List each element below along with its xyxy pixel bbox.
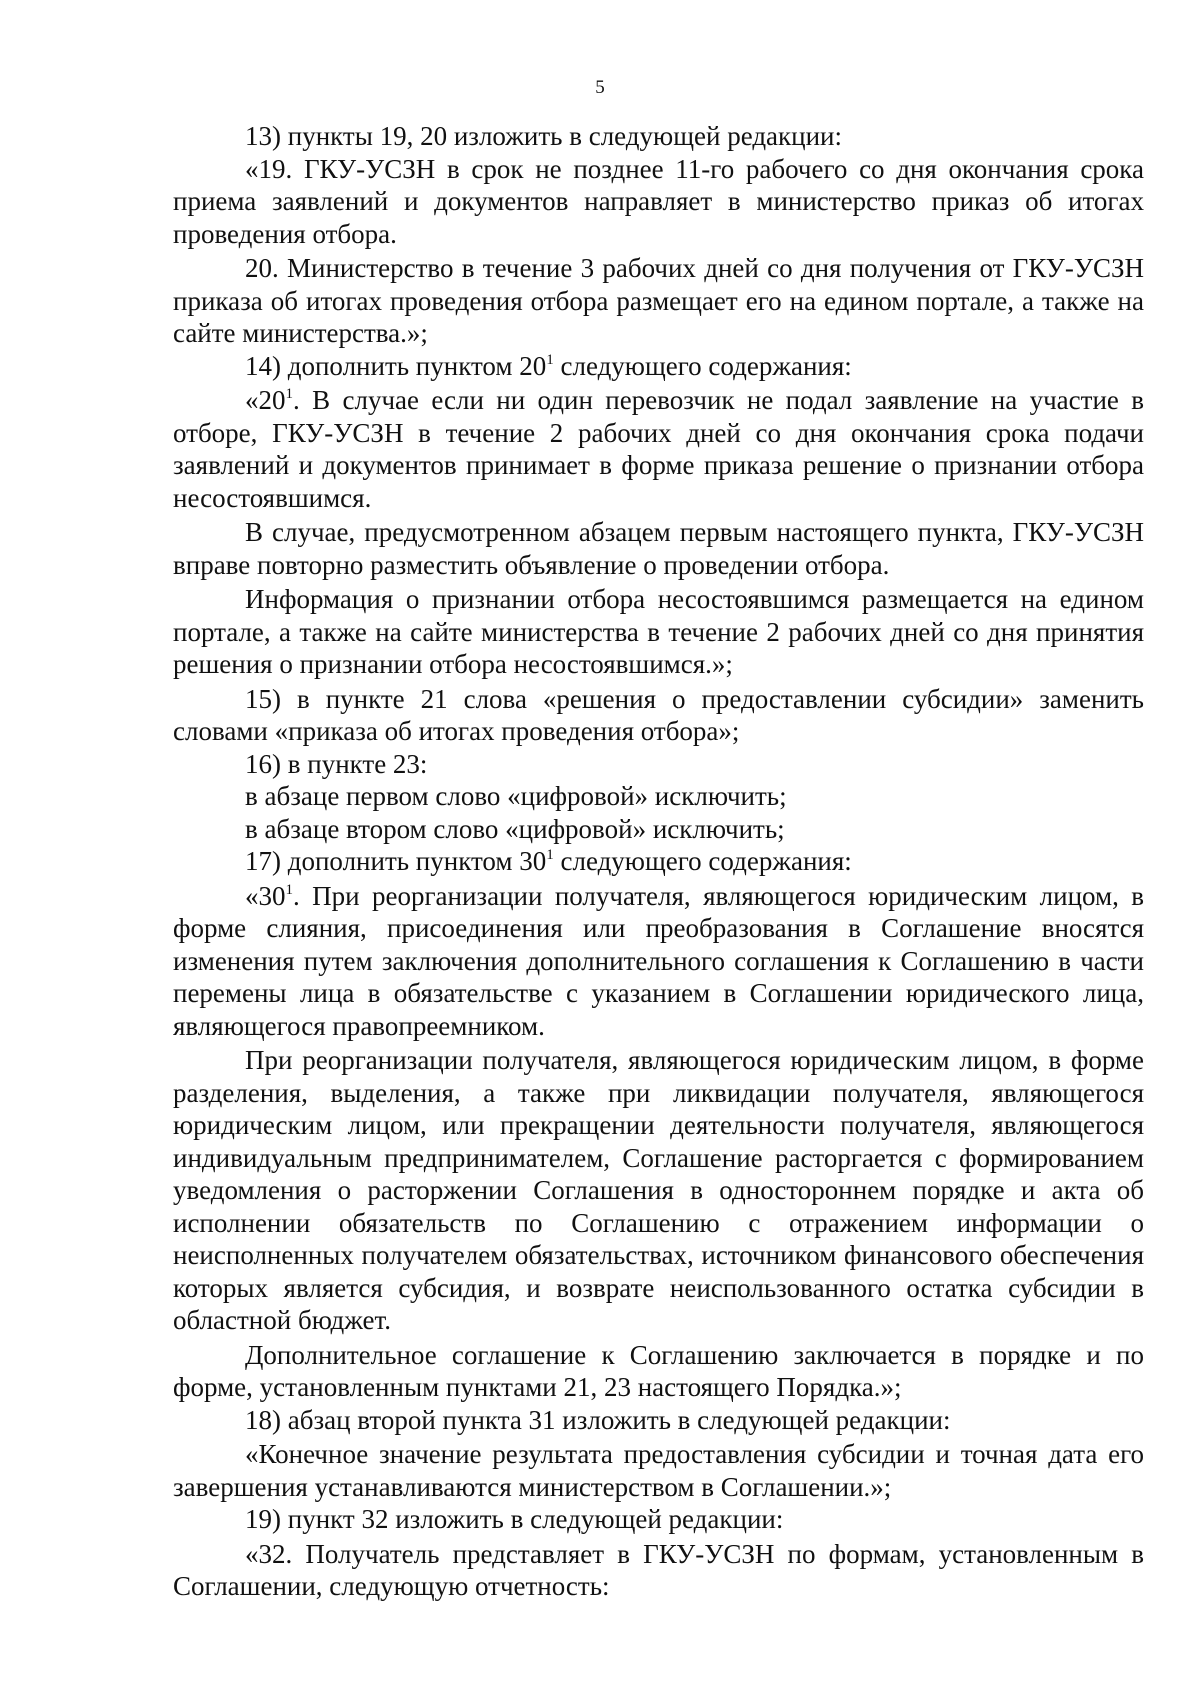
paragraph-item-16-second: в абзаце втором слово «цифровой» исключить; — [245, 813, 785, 844]
paragraph-item-18: 18) абзац второй пункта 31 изложить в следующей редакции: — [245, 1404, 951, 1435]
paragraph-point-20: 20. Министерство в течение 3 рабочих дней со дня получения от ГКУ-УСЗН приказа об итогах проведения отбора размещает его на едином портале, а также на сайте министерства.»; — [173, 253, 1144, 348]
paragraph-final-result: «Конечное значение результата предоставления субсидии и точная дата его завершения устанавливаются министерством в Соглашении.»; — [173, 1439, 1144, 1502]
paragraph-text: «30 — [245, 880, 286, 911]
paragraph-item-16: 16) в пункте 23: — [245, 748, 428, 779]
paragraph-repeat-announcement: В случае, предусмотренном абзацем первым настоящего пункта, ГКУ-УСЗН вправе повторно разместить объявление о проведении отбора. — [173, 517, 1144, 580]
paragraph-additional-agreement: Дополнительное соглашение к Соглашению заключается в порядке и по форме, установленным пунктами 21, 23 настоящего Порядка.»; — [173, 1339, 1144, 1402]
paragraph-text: 14) дополнить пунктом 20 — [245, 350, 547, 381]
paragraph-item-17 — [173, 845, 1144, 878]
superscript-index: 1 — [285, 386, 293, 402]
superscript-index: 1 — [546, 351, 554, 368]
paragraph-item-15: 15) в пункте 21 слова «решения о предоставлении субсидии» заменить словами «приказа об итогах проведения отбора»; — [173, 683, 1144, 746]
paragraph-text: 17) дополнить пунктом 30 — [245, 846, 547, 876]
paragraph-text: . В случае если ни один перевозчик не подал заявление на участие в отборе, ГКУ-УСЗН в течение 2 рабочих дней со дня окончания срока подачи заявлений и документов принимает в форме приказа решение о признании отбора несостоявшимся. — [173, 385, 1144, 513]
paragraph-reorganization-termination: При реорганизации получателя, являющегося юридическим лицом, в форме разделения, выделения, а также при ликвидации получателя, являющегося юридическим лицом, или прекращении деятельности получателя, являющегося индивидуальным предпринимателем, Соглашение расторгается с формированием уведомления о расторжении Соглашения в одностороннем порядке и акта об исполнении обязательств по Соглашению с отражением информации о неисполненных получателем обязательствах, источником финансового обеспечения которых является субсидия, и возврате неиспользованного остатка субсидии в областной бюджет. — [173, 1045, 1144, 1335]
page-number: 5 — [595, 77, 605, 98]
paragraph-text: следующего содержания: — [553, 846, 852, 876]
paragraph-point-32: «32. Получатель представляет в ГКУ-УСЗН по формам, установленным в Соглашении, следующую отчетность: — [173, 1538, 1144, 1601]
superscript-index: 1 — [285, 881, 293, 898]
paragraph-item-19: 19) пункт 32 изложить в следующей редакции: — [245, 1504, 784, 1534]
paragraph-point-19: «19. ГКУ-УСЗН в срок не позднее 11-го рабочего со дня окончания срока приема заявлений и документов направляет в министерство приказ об итогах проведения отбора. — [173, 153, 1144, 249]
document-body — [173, 120, 1144, 1603]
paragraph-text: «20 — [245, 385, 286, 415]
paragraph-failed-selection-info: Информация о признании отбора несостоявшимся размещается на едином портале, а также на сайте министерства в течение 2 рабочих дней со дня принятия решения о признании отбора несостоявшимся.»; — [173, 584, 1144, 679]
paragraph-point-30-1 — [173, 880, 1144, 1043]
paragraph-text: следующего содержания: — [553, 350, 852, 381]
paragraph-item-16-first: в абзаце первом слово «цифровой» исключить; — [245, 781, 787, 811]
paragraph-item-14 — [173, 350, 1144, 383]
superscript-index: 1 — [546, 847, 554, 863]
paragraph-text: . При реорганизации получателя, являющегося юридическим лицом, в форме слияния, присоединения или преобразования в Соглашение вносятся изменения путем заключения дополнительного соглашения к Соглашению в части перемены лица в обязательстве с указанием в Соглашении юридического лица, являющегося правопреемником. — [173, 880, 1144, 1041]
paragraph-point-20-1 — [173, 384, 1144, 514]
paragraph-item-13: 13) пункты 19, 20 изложить в следующей редакции: — [245, 121, 843, 151]
